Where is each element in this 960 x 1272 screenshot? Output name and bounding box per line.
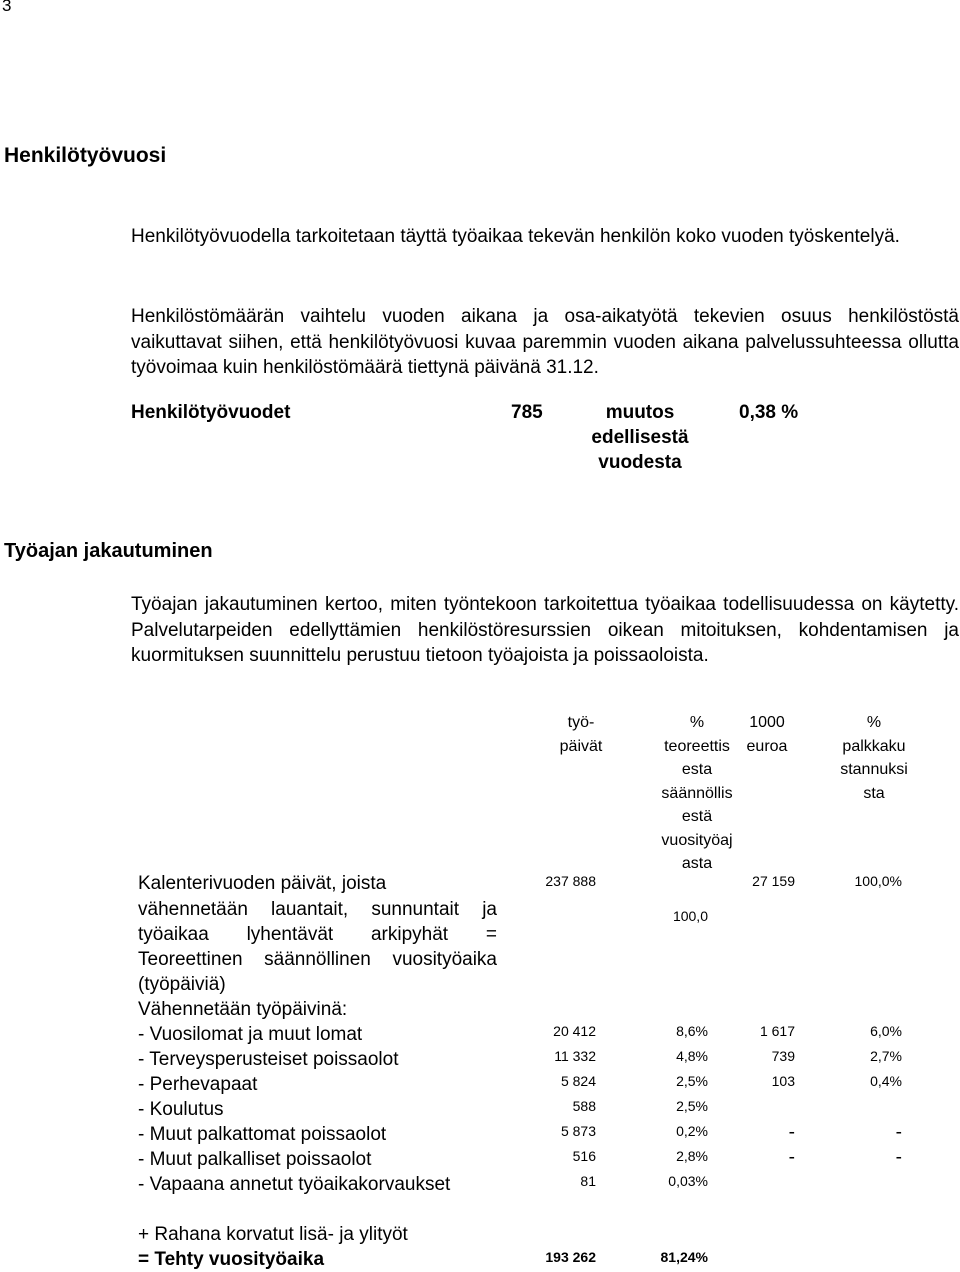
table-row-label: vähennetään lauantait, sunnuntait ja työaikaa lyhentävät arkipyhät = Teoreettinen säännöllinen vuosityöaika (työpäiviä)	[138, 899, 497, 995]
table-cell-pct-theoretical: 2,5%	[676, 1073, 708, 1089]
table-cell-pct-theoretical: 8,6%	[676, 1023, 708, 1039]
table-cell-euros: 1 617	[759, 1023, 795, 1039]
section-heading-tyoajan-jakautuminen: Työajan jakautuminen	[4, 540, 213, 562]
table-cell-pct-theoretical: 0,2%	[676, 1123, 708, 1139]
table-cell-pct-theoretical: 2,5%	[676, 1098, 708, 1114]
table-cell-pct-salary: 2,7%	[870, 1048, 902, 1064]
table-cell-days: 588	[572, 1098, 596, 1114]
table-row-label: - Muut palkattomat poissaolot	[138, 1124, 387, 1145]
table-cell-pct-salary: -	[895, 1122, 902, 1143]
table-row-label: - Koulutus	[138, 1099, 224, 1120]
table-row-label: - Vapaana annetut työaikakorvaukset	[138, 1174, 451, 1195]
table-row-label: Vähennetään työpäivinä:	[138, 999, 348, 1020]
table-row-label-total: = Tehty vuosityöaika	[138, 1249, 325, 1270]
paragraph-work-time: Työajan jakautuminen kertoo, miten työntekoon tarkoitettua työaikaa todellisuudessa on käytetty. Palvelutarpeiden edellyttämien henkilöstöresurssien oikean mitoituksen, kohdentamisen ja kuormituksen suunnittelu perustuu tietoon työajoista ja poissaoloista.	[131, 594, 959, 666]
table-cell-days: 516	[572, 1148, 596, 1164]
table-cell-pct-salary: 0,4%	[870, 1073, 902, 1089]
column-header-pct-salary-text: % palkkaku stannuksi sta	[840, 714, 908, 802]
section-heading-henkilotyovuosi: Henkilötyövuosi	[4, 144, 167, 167]
paragraph-definition: Henkilötyövuodella tarkoitetaan täyttä työaikaa tekevän henkilön koko vuoden työskentelyä.	[131, 226, 900, 247]
table-cell-days: 11 332	[554, 1048, 596, 1064]
table-cell-days: 5 873	[560, 1123, 596, 1139]
kpi-description: muutos edellisestä vuodesta	[591, 402, 689, 473]
table-cell-euros: 27 159	[752, 873, 795, 889]
table-cell-euros: 739	[771, 1048, 795, 1064]
table-cell-pct-theoretical: 100,0	[672, 908, 708, 924]
table-cell-days: 237 888	[545, 873, 596, 889]
table-cell-pct-salary: 100,0%	[854, 873, 902, 889]
table-cell-euros: -	[788, 1147, 795, 1168]
kpi-value: 785	[511, 402, 543, 423]
table-cell-days: 81	[580, 1173, 596, 1189]
table-cell-pct-salary: 6,0%	[870, 1023, 902, 1039]
table-cell-pct-theoretical: 2,8%	[676, 1148, 708, 1164]
table-cell-euros: 103	[771, 1073, 795, 1089]
kpi-change: 0,38 %	[739, 402, 799, 423]
table-cell-days: 5 824	[560, 1073, 596, 1089]
paragraph-explanation: Henkilöstömäärän vaihtelu vuoden aikana ja osa-aikatyötä tekevien osuus henkilöstöstä vaikuttavat siihen, että henkilötyövuosi kuvaa paremmin vuoden aikana palvelussuhteessa ollutta työvoimaa kuin henkilöstömäärä tiettynä päivänä 31.12.	[131, 306, 959, 378]
table-row-label: + Rahana korvatut lisä- ja ylityöt	[138, 1224, 408, 1245]
table-cell-days: 20 412	[553, 1023, 596, 1039]
table-row-label: - Terveysperusteiset poissaolot	[138, 1049, 399, 1070]
column-header-pct-theoretical-text: % teoreettis esta säännöllis estä vuosityöaj asta	[661, 714, 733, 872]
table-cell-pct-theoretical-total: 81,24%	[660, 1249, 708, 1265]
table-cell-pct-salary: -	[895, 1147, 902, 1168]
table-row-label: - Perhevapaat	[138, 1074, 258, 1095]
table-row-label: Kalenterivuoden päivät, joista	[138, 873, 387, 894]
page-number: 3	[2, 0, 12, 15]
table-row-label: - Vuosilomat ja muut lomat	[138, 1024, 363, 1045]
column-header-pct-salary	[788, 711, 960, 805]
table-cell-pct-theoretical: 0,03%	[668, 1173, 708, 1189]
column-header-days-text: työ- päivät	[559, 714, 603, 755]
column-header-euros-text: 1000 euroa	[746, 714, 788, 755]
table-cell-pct-theoretical: 4,8%	[676, 1048, 708, 1064]
kpi-label: Henkilötyövuodet	[131, 402, 291, 423]
table-row-label: - Muut palkalliset poissaolot	[138, 1149, 372, 1170]
table-cell-days-total: 193 262	[545, 1249, 596, 1265]
table-cell-euros: -	[788, 1122, 795, 1143]
